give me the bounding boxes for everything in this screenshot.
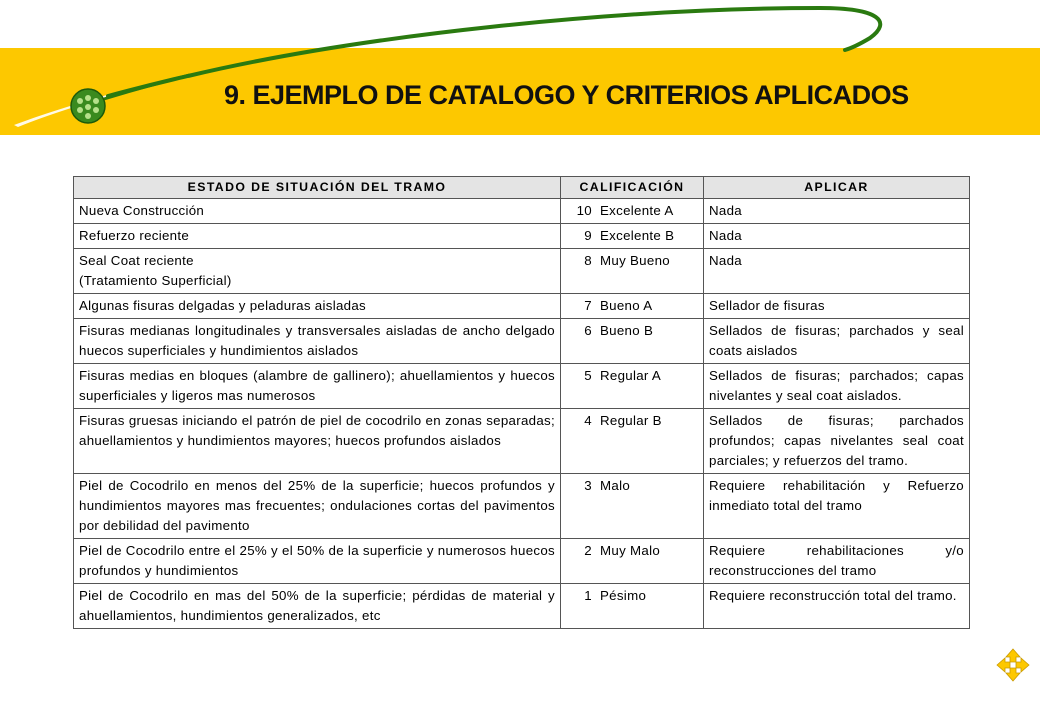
table-row xyxy=(74,474,970,539)
table-row xyxy=(74,249,970,294)
catalog-table xyxy=(73,176,970,629)
aplicar-cell: Sellados de fisuras; parchados; capas nivelantes y seal coat aislados. xyxy=(704,364,970,409)
score-number: 3 xyxy=(584,478,592,493)
score-number: 10 xyxy=(576,203,592,218)
estado-cell: Piel de Cocodrilo en mas del 50% de la superficie; pérdidas de material y ahuellamientos, hundimientos generalizados, etc xyxy=(74,584,561,629)
table-row xyxy=(74,539,970,584)
aplicar-cell: Nada xyxy=(704,199,970,224)
aplicar-cell: Requiere reconstrucción total del tramo. xyxy=(704,584,970,629)
aplicar-cell: Sellados de fisuras; parchados y seal coats aislados xyxy=(704,319,970,364)
score-label: Excelente B xyxy=(600,228,675,243)
calificacion-cell xyxy=(561,539,704,584)
aplicar-cell: Nada xyxy=(704,224,970,249)
score-label: Malo xyxy=(600,478,631,493)
column-header-aplicar: APLICAR xyxy=(704,177,970,199)
score-number: 9 xyxy=(584,228,592,243)
calificacion-cell xyxy=(561,199,704,224)
table-row xyxy=(74,294,970,319)
estado-cell: Nueva Construcción xyxy=(74,199,561,224)
score-number: 8 xyxy=(584,253,592,268)
calificacion-cell xyxy=(561,224,704,249)
table-row xyxy=(74,409,970,474)
score-label: Excelente A xyxy=(600,203,674,218)
estado-cell: Refuerzo reciente xyxy=(74,224,561,249)
calificacion-cell xyxy=(561,319,704,364)
table-row xyxy=(74,584,970,629)
table-row xyxy=(74,199,970,224)
score-number: 6 xyxy=(584,323,592,338)
aplicar-cell: Requiere rehabilitaciones y/o reconstrucciones del tramo xyxy=(704,539,970,584)
aplicar-cell: Sellados de fisuras; parchados profundos; capas nivelantes seal coat parciales; y refuerzos del tramo. xyxy=(704,409,970,474)
table-row xyxy=(74,224,970,249)
table-row xyxy=(74,364,970,409)
estado-subtext: (Tratamiento Superficial) xyxy=(79,273,232,288)
calificacion-cell xyxy=(561,294,704,319)
score-number: 7 xyxy=(584,298,592,313)
score-label: Pésimo xyxy=(600,588,647,603)
estado-cell: Fisuras medianas longitudinales y transversales aisladas de ancho delgado huecos superficiales y hundimientos aislados xyxy=(74,319,561,364)
calificacion-cell xyxy=(561,409,704,474)
column-header-estado: ESTADO DE SITUACIÓN DEL TRAMO xyxy=(74,177,561,199)
table-row xyxy=(74,319,970,364)
score-label: Regular B xyxy=(600,413,662,428)
green-globe-icon xyxy=(70,88,106,124)
score-label: Bueno A xyxy=(600,298,653,313)
estado-cell xyxy=(74,249,561,294)
aplicar-cell: Sellador de fisuras xyxy=(704,294,970,319)
column-header-calificacion: CALIFICACIÓN xyxy=(561,177,704,199)
green-swoosh-decoration xyxy=(0,0,1040,140)
table-header-row xyxy=(74,177,970,199)
score-label: Bueno B xyxy=(600,323,654,338)
estado-text: Seal Coat reciente xyxy=(79,253,194,268)
estado-cell: Fisuras gruesas iniciando el patrón de piel de cocodrilo en zonas separadas; ahuellamientos y hundimientos mayores; huecos profundos aislados xyxy=(74,409,561,474)
estado-cell: Fisuras medias en bloques (alambre de gallinero); ahuellamientos y huecos superficiales y ligeros mas numerosos xyxy=(74,364,561,409)
calificacion-cell xyxy=(561,364,704,409)
score-number: 2 xyxy=(584,543,592,558)
score-label: Muy Bueno xyxy=(600,253,670,268)
aplicar-cell: Requiere rehabilitación y Refuerzo inmediato total del tramo xyxy=(704,474,970,539)
calificacion-cell xyxy=(561,584,704,629)
score-label: Regular A xyxy=(600,368,662,383)
aplicar-cell: Nada xyxy=(704,249,970,294)
score-label: Muy Malo xyxy=(600,543,661,558)
estado-cell: Piel de Cocodrilo en menos del 25% de la superficie; huecos profundos y hundimientos mayores mas frecuentes; ondulaciones cortas del pavimentos por debilidad del pavimento xyxy=(74,474,561,539)
estado-cell: Piel de Cocodrilo entre el 25% y el 50% de la superficie y numerosos huecos profundos y hundimientos xyxy=(74,539,561,584)
calificacion-cell xyxy=(561,474,704,539)
score-number: 5 xyxy=(584,368,592,383)
score-number: 4 xyxy=(584,413,592,428)
four-arrows-move-icon[interactable] xyxy=(996,648,1030,682)
estado-cell: Algunas fisuras delgadas y peladuras aisladas xyxy=(74,294,561,319)
score-number: 1 xyxy=(584,588,592,603)
calificacion-cell xyxy=(561,249,704,294)
page-title: 9. EJEMPLO DE CATALOGO Y CRITERIOS APLICADOS xyxy=(224,80,909,110)
